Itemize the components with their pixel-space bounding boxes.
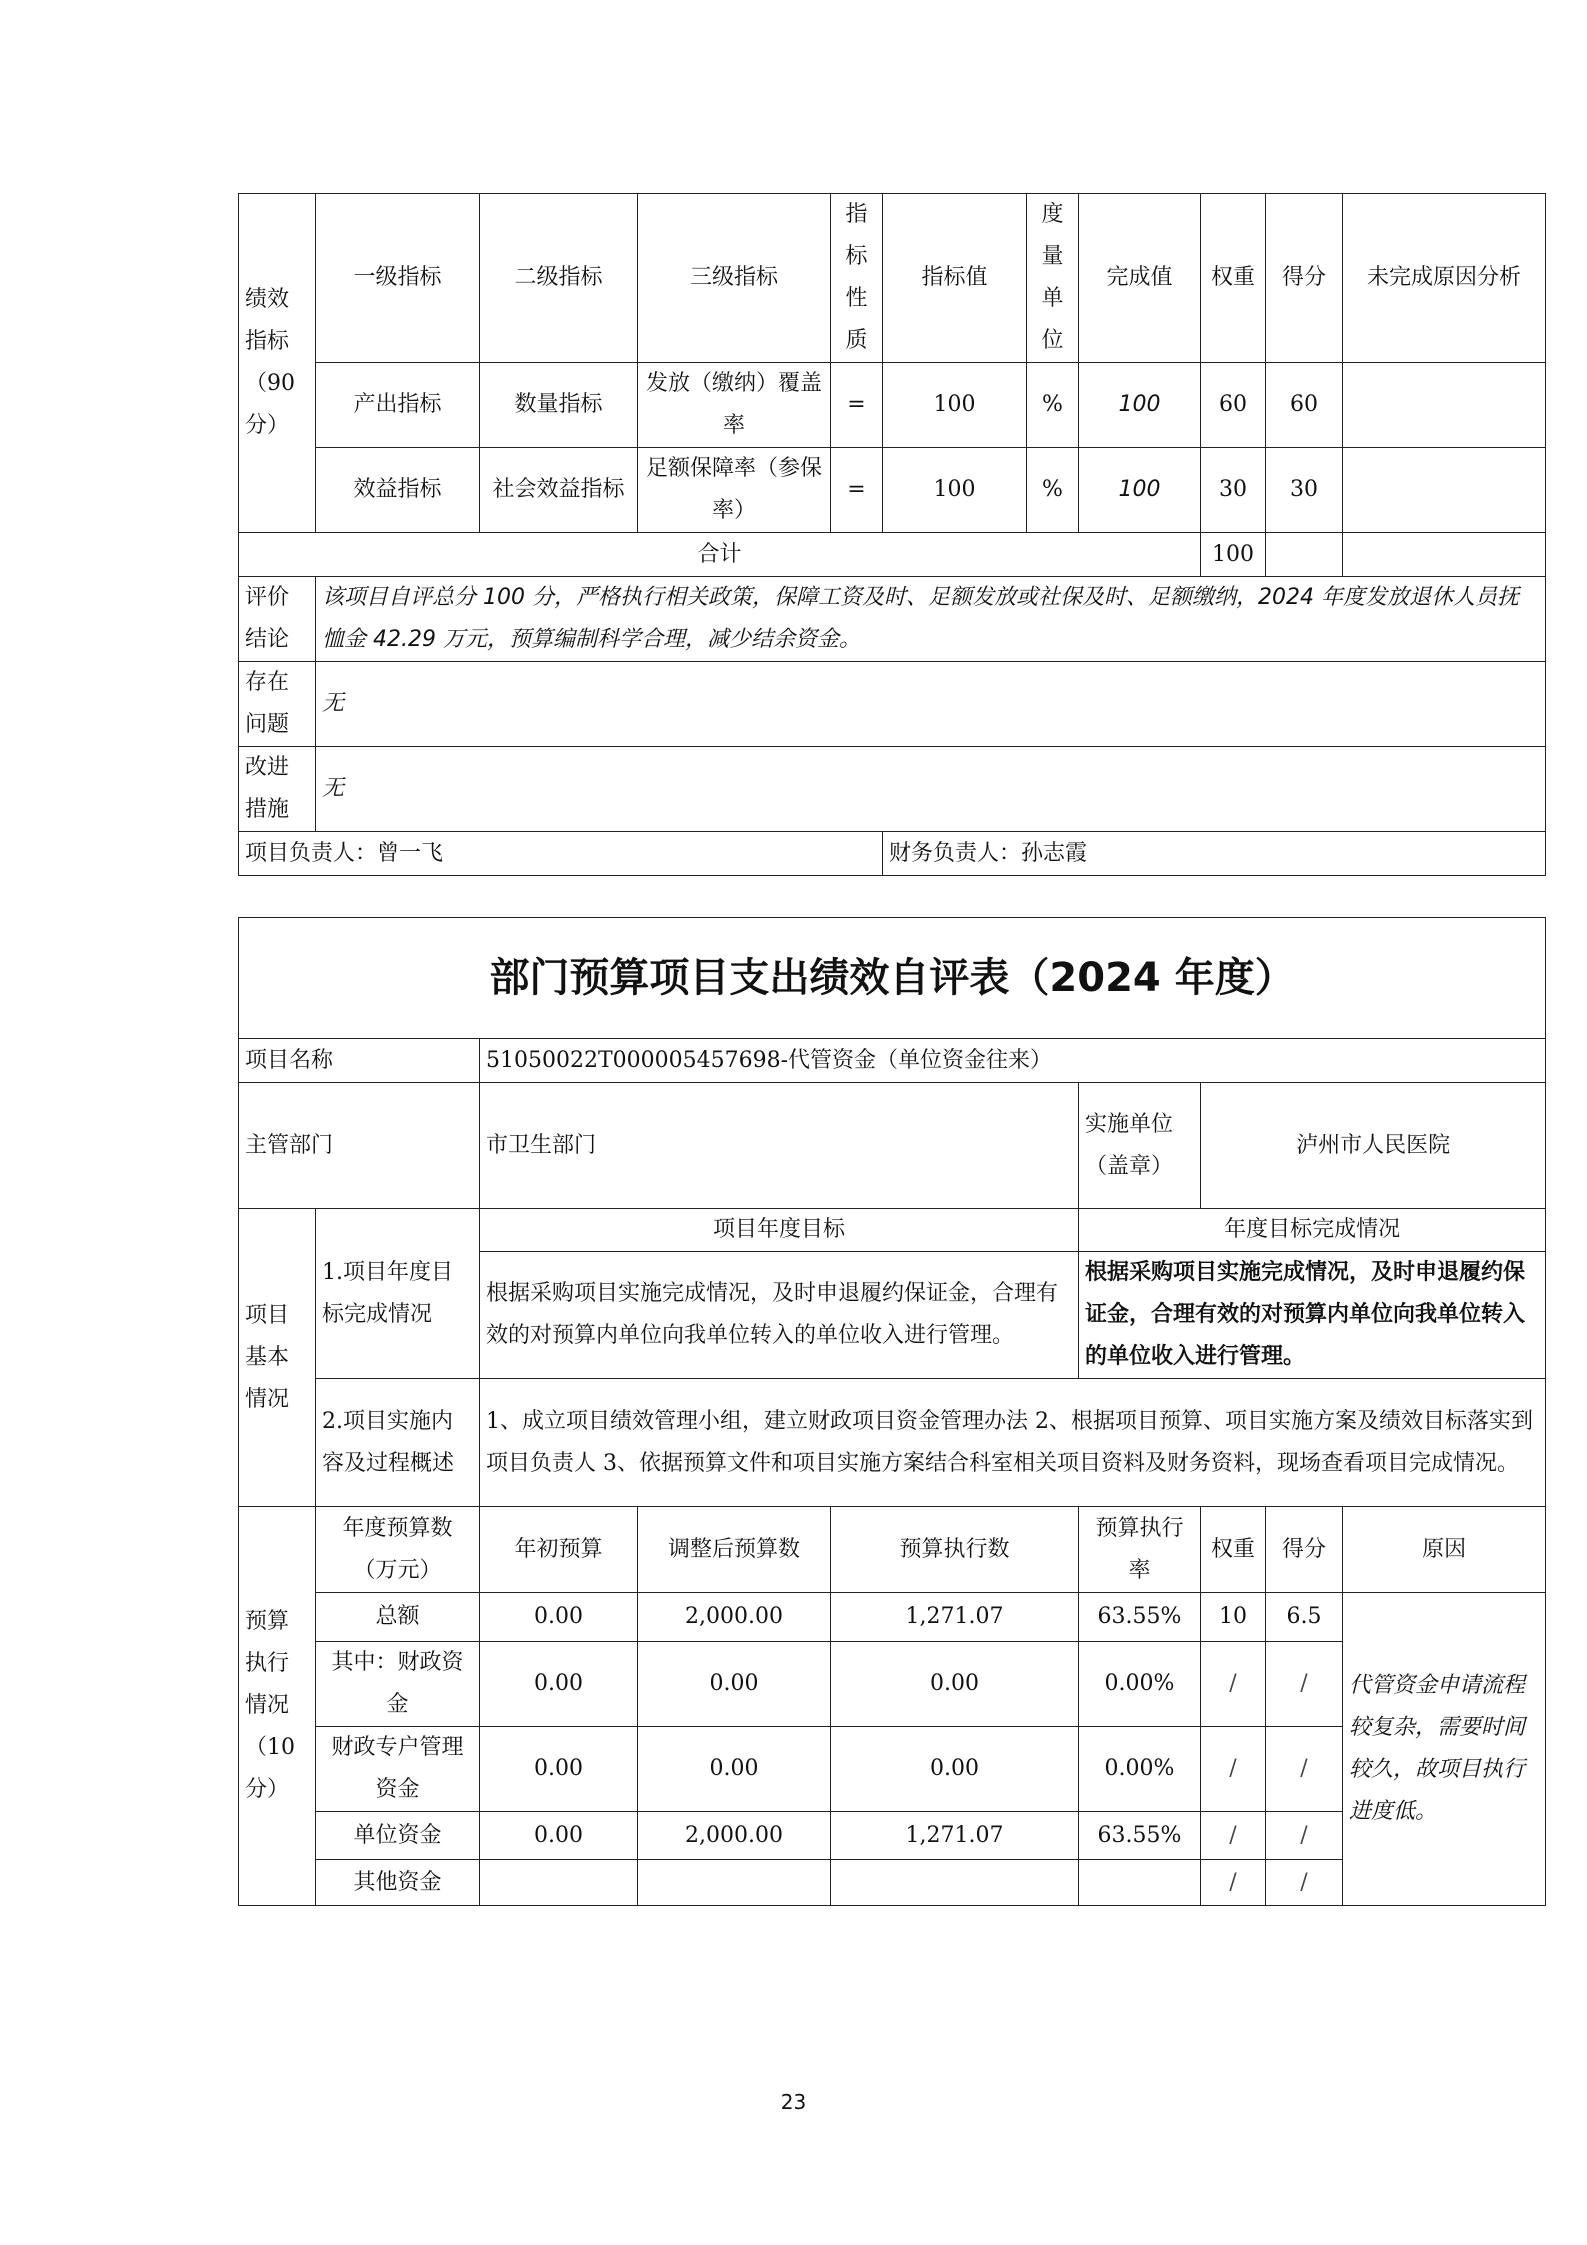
eval-label: 评价结论 xyxy=(239,577,316,662)
table-row xyxy=(239,363,1546,448)
header-reason: 未完成原因分析 xyxy=(1343,194,1546,363)
cell-unit: % xyxy=(1027,363,1079,448)
project-name-value: 51050022T000005457698-代管资金（单位资金往来） xyxy=(480,1039,1546,1083)
header-weight: 权重 xyxy=(1201,194,1266,363)
performance-indicator-table xyxy=(238,193,1546,876)
goal-done-text: 根据采购项目实施完成情况，及时申退履约保证金，合理有效的对预算内单位向我单位转入的单位收入进行管理。 xyxy=(1079,1252,1546,1379)
budget-rate xyxy=(1079,1860,1201,1906)
budget-header-executed: 预算执行数 xyxy=(831,1507,1079,1593)
budget-initial xyxy=(480,1860,638,1906)
total-score xyxy=(1266,533,1343,577)
header-score: 得分 xyxy=(1266,194,1343,363)
budget-initial: 0.00 xyxy=(480,1642,638,1727)
budget-score: 6.5 xyxy=(1266,1593,1343,1642)
cell-level2: 社会效益指标 xyxy=(480,448,638,533)
cell-weight: 60 xyxy=(1201,363,1266,448)
eval-text: 该项目自评总分 100 分，严格执行相关政策，保障工资及时、足额发放或社保及时、足额缴纳，2024 年度发放退休人员抚恤金 42.29 万元，预算编制科学合理，减少结余资金。 xyxy=(316,577,1546,662)
basic-label: 项目基本情况 xyxy=(239,1209,316,1507)
process-text: 1、成立项目绩效管理小组，建立财政项目资金管理办法 2、根据项目预算、项目实施方案及绩效目标落实到项目负责人 3、依据预算文件和项目实施方案结合科室相关项目资料及财务资料，现场查看项目完成情况。 xyxy=(480,1379,1546,1507)
header-value: 指标值 xyxy=(883,194,1027,363)
total-empty xyxy=(1343,533,1546,577)
goal-done-header: 年度目标完成情况 xyxy=(1079,1209,1546,1252)
process-label: 2.项目实施内容及过程概述 xyxy=(316,1379,480,1507)
improve-text: 无 xyxy=(316,747,1546,832)
budget-row-label: 财政专户管理资金 xyxy=(316,1727,480,1812)
budget-initial: 0.00 xyxy=(480,1812,638,1860)
budget-header-score: 得分 xyxy=(1266,1507,1343,1593)
header-unit: 度量单位 xyxy=(1027,194,1079,363)
cell-nature: = xyxy=(831,363,883,448)
budget-score: / xyxy=(1266,1642,1343,1727)
unit-value: 泸州市人民医院 xyxy=(1201,1083,1546,1209)
budget-executed: 1,271.07 xyxy=(831,1593,1079,1642)
cell-value: 100 xyxy=(883,363,1027,448)
unit-label: 实施单位（盖章） xyxy=(1079,1083,1201,1209)
cell-weight: 30 xyxy=(1201,448,1266,533)
project-owner: 项目负责人：曾一飞 xyxy=(239,832,883,876)
budget-initial: 0.00 xyxy=(480,1727,638,1812)
finance-owner: 财务负责人：孙志霞 xyxy=(883,832,1546,876)
budget-adjusted: 2,000.00 xyxy=(638,1812,831,1860)
budget-weight: / xyxy=(1201,1642,1266,1727)
cell-value: 100 xyxy=(883,448,1027,533)
budget-score: / xyxy=(1266,1860,1343,1906)
header-level3: 三级指标 xyxy=(638,194,831,363)
budget-weight: / xyxy=(1201,1727,1266,1812)
budget-executed: 0.00 xyxy=(831,1642,1079,1727)
budget-header-label: 年度预算数（万元） xyxy=(316,1507,480,1593)
cell-level3: 发放（缴纳）覆盖率 xyxy=(638,363,831,448)
table-row xyxy=(239,1593,1546,1642)
cell-reason xyxy=(1343,363,1546,448)
budget-initial: 0.00 xyxy=(480,1593,638,1642)
cell-done: 100 xyxy=(1079,363,1201,448)
budget-executed: 1,271.07 xyxy=(831,1812,1079,1860)
table-row xyxy=(239,448,1546,533)
budget-header-initial: 年初预算 xyxy=(480,1507,638,1593)
budget-row-label: 总额 xyxy=(316,1593,480,1642)
total-label: 合计 xyxy=(239,533,1201,577)
issue-label: 存在问题 xyxy=(239,662,316,747)
dept-label: 主管部门 xyxy=(239,1083,480,1209)
total-weight: 100 xyxy=(1201,533,1266,577)
cell-nature: = xyxy=(831,448,883,533)
budget-score: / xyxy=(1266,1812,1343,1860)
cell-level3: 足额保障率（参保率） xyxy=(638,448,831,533)
budget-score: / xyxy=(1266,1727,1343,1812)
budget-weight: / xyxy=(1201,1860,1266,1906)
budget-header-adjusted: 调整后预算数 xyxy=(638,1507,831,1593)
header-level2: 二级指标 xyxy=(480,194,638,363)
budget-executed: 0.00 xyxy=(831,1727,1079,1812)
self-evaluation-form xyxy=(238,917,1546,1906)
budget-adjusted: 0.00 xyxy=(638,1727,831,1812)
budget-section-label: 预算执行情况（10分） xyxy=(239,1507,316,1906)
budget-weight: 10 xyxy=(1201,1593,1266,1642)
header-level1: 一级指标 xyxy=(316,194,480,363)
budget-row-label: 其中：财政资金 xyxy=(316,1642,480,1727)
header-nature: 指标性质 xyxy=(831,194,883,363)
goal-header: 项目年度目标 xyxy=(480,1209,1079,1252)
header-done: 完成值 xyxy=(1079,194,1201,363)
budget-row-label: 其他资金 xyxy=(316,1860,480,1906)
budget-executed xyxy=(831,1860,1079,1906)
budget-header-rate: 预算执行率 xyxy=(1079,1507,1201,1593)
cell-score: 30 xyxy=(1266,448,1343,533)
budget-adjusted: 0.00 xyxy=(638,1642,831,1727)
cell-level1: 效益指标 xyxy=(316,448,480,533)
page-title: 部门预算项目支出绩效自评表（2024 年度） xyxy=(239,918,1546,1039)
budget-rate: 0.00% xyxy=(1079,1642,1201,1727)
cell-score: 60 xyxy=(1266,363,1343,448)
budget-rate: 63.55% xyxy=(1079,1812,1201,1860)
goal-label: 1.项目年度目标完成情况 xyxy=(316,1209,480,1379)
dept-value: 市卫生部门 xyxy=(480,1083,1079,1209)
page-number: 23 xyxy=(780,2090,807,2114)
budget-header-reason: 原因 xyxy=(1343,1507,1546,1593)
budget-adjusted: 2,000.00 xyxy=(638,1593,831,1642)
budget-row-label: 单位资金 xyxy=(316,1812,480,1860)
budget-rate: 63.55% xyxy=(1079,1593,1201,1642)
cell-done: 100 xyxy=(1079,448,1201,533)
budget-header-weight: 权重 xyxy=(1201,1507,1266,1593)
project-name-label: 项目名称 xyxy=(239,1039,480,1083)
cell-reason xyxy=(1343,448,1546,533)
budget-adjusted xyxy=(638,1860,831,1906)
improve-label: 改进措施 xyxy=(239,747,316,832)
budget-weight: / xyxy=(1201,1812,1266,1860)
cell-unit: % xyxy=(1027,448,1079,533)
cell-level2: 数量指标 xyxy=(480,363,638,448)
perf-section-label: 绩效指标（90分） xyxy=(239,194,316,533)
cell-level1: 产出指标 xyxy=(316,363,480,448)
budget-rate: 0.00% xyxy=(1079,1727,1201,1812)
goal-text: 根据采购项目实施完成情况，及时申退履约保证金，合理有效的对预算内单位向我单位转入的单位收入进行管理。 xyxy=(480,1252,1079,1379)
budget-reason: 代管资金申请流程较复杂，需要时间较久，故项目执行进度低。 xyxy=(1343,1593,1546,1906)
issue-text: 无 xyxy=(316,662,1546,747)
